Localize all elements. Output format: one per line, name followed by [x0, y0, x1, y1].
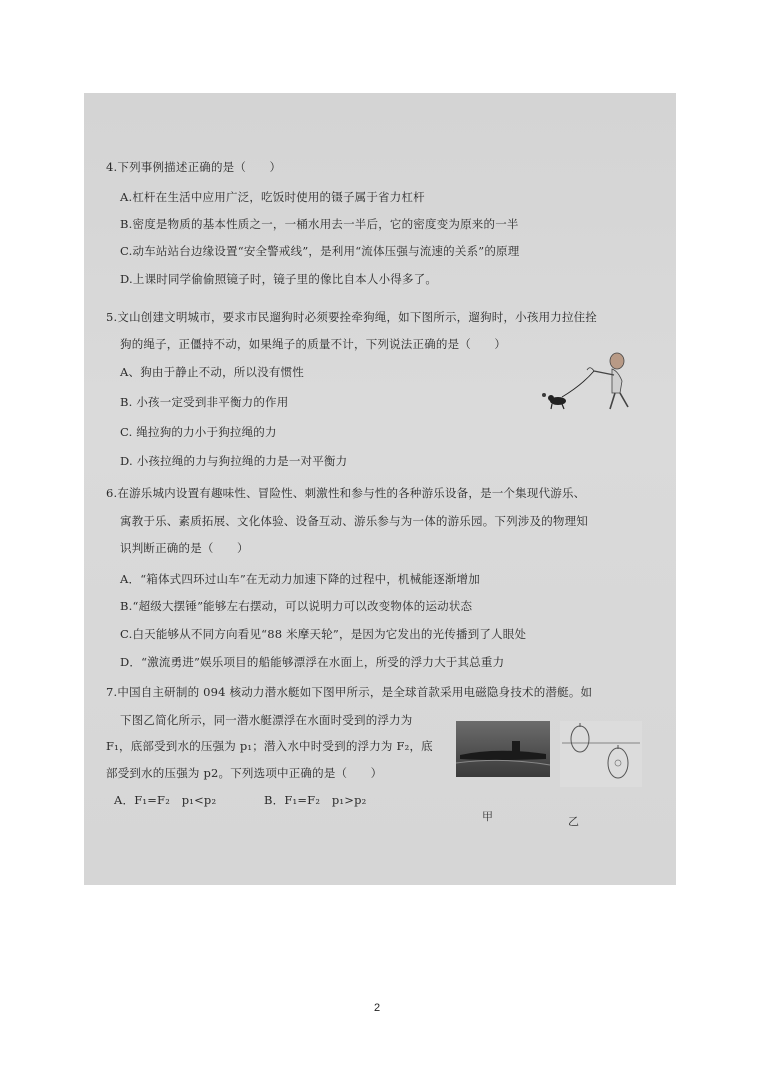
q6-option-d: D．“激流勇进”娱乐项目的船能够漂浮在水面上，所受的浮力大于其总重力 [120, 655, 505, 669]
q7-option-b: B．F₁=F₂ p₁>p₂ [264, 793, 367, 807]
q4-option-c: C.动车站站台边缘设置“安全警戒线”，是利用“流体压强与流速的关系”的原理 [120, 244, 520, 258]
q6-stem-line3: 识判断正确的是（ ） [120, 541, 249, 555]
q7-stem-line4: 部受到水的压强为 p2。下列选项中正确的是（ ） [106, 766, 383, 780]
q7-stem-line1: 7.中国自主研制的 094 核动力潜水艇如下图甲所示，是全球首款采用电磁隐身技术的潜艇。如 [106, 685, 593, 699]
q5-option-b: B. 小孩一定受到非平衡力的作用 [120, 395, 289, 409]
q5-option-a: A、狗由于静止不动，所以没有惯性 [120, 365, 305, 379]
q6-stem-line2: 寓教于乐、素质拓展、文化体验、设备互动、游乐参与为一体的游乐园。下列涉及的物理知 [120, 514, 588, 528]
q6-option-a: A．“箱体式四环过山车”在无动力加速下降的过程中，机械能逐渐增加 [120, 572, 480, 586]
page-number: 2 [374, 1002, 381, 1014]
q7-stem-line2: 下图乙简化所示，同一潜水艇漂浮在水面时受到的浮力为 [120, 713, 413, 727]
child-walking-dog-illustration [532, 351, 642, 421]
q5-stem-line1: 5.文山创建文明城市，要求市民遛狗时必须要拴牵狗绳，如下图所示，遛狗时，小孩用力拉住拴 [106, 310, 598, 324]
q6-option-b: B.“超级大摆锤”能够左右摆动，可以说明力可以改变物体的运动状态 [120, 599, 473, 613]
q5-stem-line2: 狗的绳子，正僵持不动，如果绳子的质量不计，下列说法正确的是（ ） [120, 337, 507, 351]
q5-option-c: C. 绳拉狗的力小于狗拉绳的力 [120, 425, 277, 439]
figure-label-yi: 乙 [568, 815, 579, 828]
q4-stem: 4.下列事例描述正确的是（ ） [106, 160, 282, 174]
q4-option-a: A.杠杆在生活中应用广泛，吃饭时使用的镊子属于省力杠杆 [120, 190, 425, 204]
submarine-diagram [560, 721, 642, 787]
q6-stem-line1: 6.在游乐城内设置有趣味性、冒险性、刺激性和参与性的各种游乐设备，是一个集现代游乐、 [106, 486, 586, 500]
q7-stem-line3: F₁，底部受到水的压强为 p₁；潜入水中时受到的浮力为 F₂，底 [106, 739, 433, 753]
q4-option-d: D.上课时同学偷偷照镜子时，镜子里的像比自本人小得多了。 [120, 272, 438, 286]
figure-label-jia: 甲 [482, 810, 493, 823]
submarine-photo [456, 721, 550, 777]
q4-option-b: B.密度是物质的基本性质之一，一桶水用去一半后，它的密度变为原来的一半 [120, 217, 519, 231]
q5-option-d: D. 小孩拉绳的力与狗拉绳的力是一对平衡力 [120, 454, 348, 468]
q7-option-a: A．F₁=F₂ p₁<p₂ [114, 793, 217, 807]
scanned-page [84, 93, 676, 885]
q6-option-c: C.白天能够从不同方向看见“88 米摩天轮”，是因为它发出的光传播到了人眼处 [120, 627, 527, 641]
